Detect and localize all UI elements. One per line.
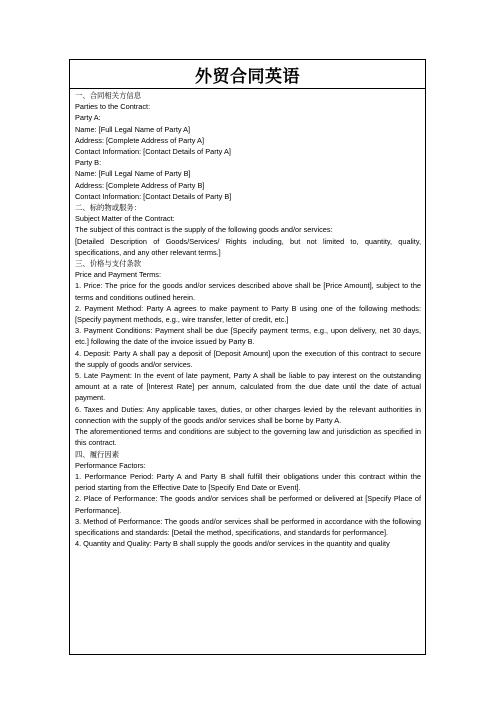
text-line: Party A: (75, 113, 101, 123)
text-line: Parties to the Contract: (75, 102, 151, 112)
section-heading: 四、履行因素 (75, 449, 120, 459)
title-row (70, 60, 425, 89)
paragraph: 1. Price: The price for the goods and/or services described above shall be [Price Amount], subject to the terms and conditions outlined herein. (75, 281, 421, 302)
document-body (70, 89, 425, 549)
text-line: Price and Payment Terms: (75, 270, 161, 280)
paragraph: 6. Taxes and Duties: Any applicable taxes, duties, or other charges levied by the relevant authorities in connection with the supply of the goods and/or services shall be borne by Party A. (75, 404, 421, 425)
section-heading: 二、标的物或服务： (75, 203, 142, 213)
paragraph: 2. Payment Method: Party A agrees to make payment to Party B using one of the following methods: [Specify payment methods, e.g., wire transfer, letter of credit, etc.] (75, 303, 421, 325)
section-heading: 一、合同相关方信息 (75, 91, 142, 100)
text-line: Address: [Complete Address of Party A] (75, 135, 204, 145)
text-line: The subject of this contract is the supply of the following goods and/or services: (75, 225, 333, 235)
text-line: Party B: (75, 158, 102, 168)
text-line: Performance Factors: (75, 460, 146, 470)
text-line: Subject Matter of the Contract: (75, 214, 175, 224)
text-line: Contact Information: [Contact Details of Party A] (75, 147, 231, 157)
section-heading: 三、价格与支付条款 (75, 259, 142, 269)
paragraph: 1. Performance Period: Party A and Party B shall fulfill their obligations under this contract within the period starting from the Effective Date to [Specify End Date or Event]. (75, 471, 421, 493)
paragraph: The aforementioned terms and conditions are subject to the governing law and jurisdiction as specified in this contract. (75, 427, 421, 448)
text-line: Contact Information: [Contact Details of Party B] (75, 191, 232, 201)
document-title: 外贸合同英语 (195, 66, 300, 87)
paragraph: 3. Payment Conditions: Payment shall be due [Specify payment terms, e.g., upon delivery, net 30 days, etc.] following the date of the invoice issued by Party B. (75, 326, 421, 347)
text-line: Name: [Full Legal Name of Party A] (75, 124, 191, 134)
text-line: Address: [Complete Address of Party B] (75, 180, 205, 190)
document-page (69, 59, 426, 655)
paragraph: 2. Place of Performance: The goods and/or services shall be performed or delivered at [Specify Place of Performance]. (75, 494, 421, 515)
paragraph: 4. Deposit: Party A shall pay a deposit of [Deposit Amount] upon the execution of this contract to secure the supply of goods and/or services. (75, 348, 421, 369)
paragraph: 5. Late Payment: In the event of late payment, Party A shall be liable to pay interest on the outstanding amount at a rate of [Interest Rate] per annum, calculated from the due date until the date of actual payment. (75, 371, 421, 403)
paragraph: 4. Quantity and Quality: Party B shall supply the goods and/or services in the quantity and quality (75, 539, 390, 549)
text-line: Name: [Full Legal Name of Party B] (75, 169, 191, 179)
paragraph: 3. Method of Performance: The goods and/or services shall be performed in accordance with the following specifications and standards: [Detail the method, specifications, and standards for performance]. (75, 516, 421, 537)
paragraph: [Detailed Description of Goods/Services/ Rights including, but not limited to, quantity, quality, specifications, and any other relevant terms.] (75, 236, 421, 257)
